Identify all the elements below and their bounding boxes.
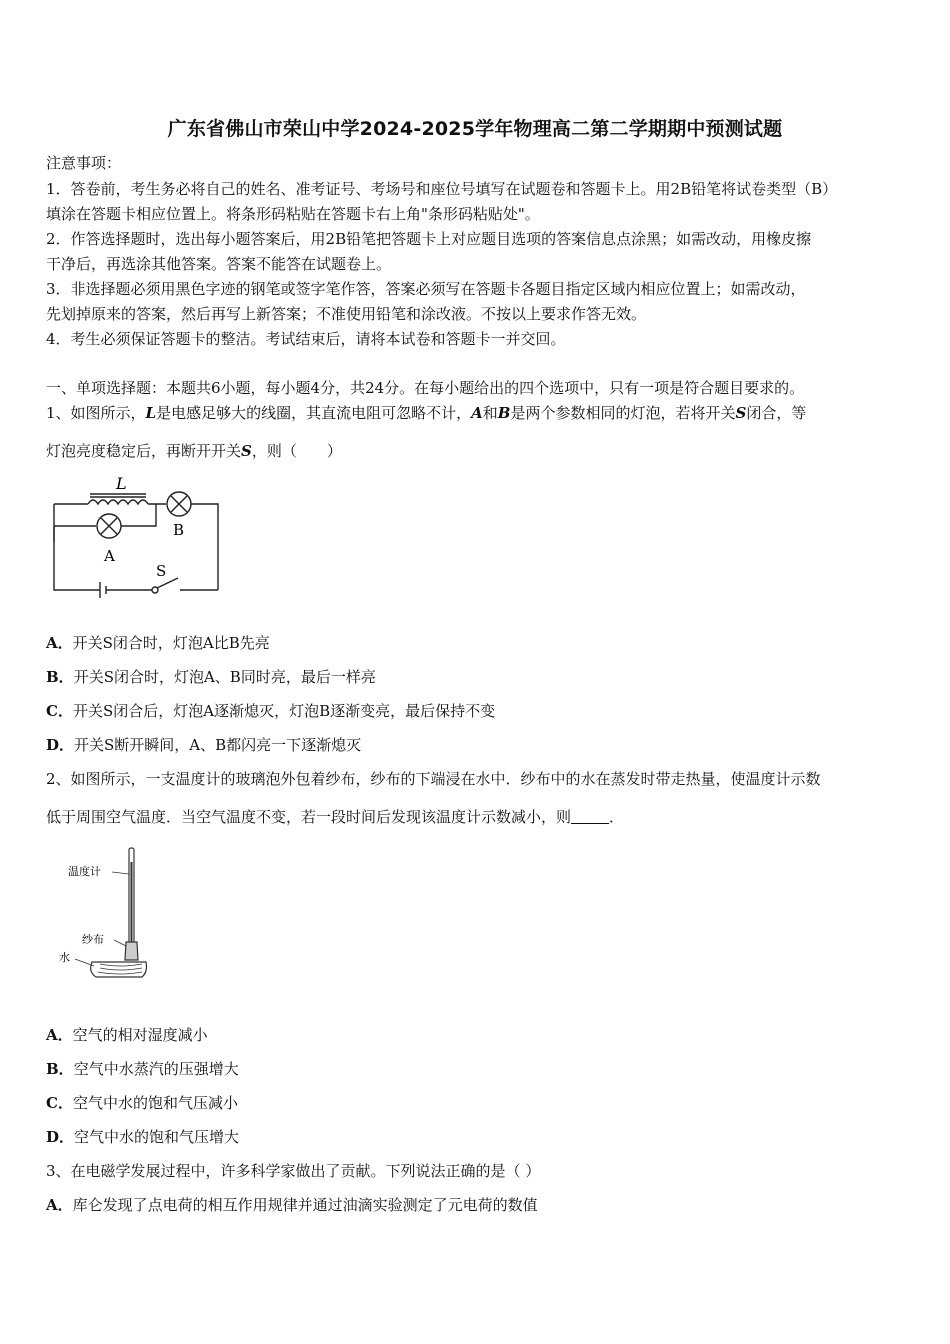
q1-stem-line2: 灯泡亮度稳定后，再断开开关S，则（ ）	[46, 442, 342, 460]
notice-heading: 注意事项：	[46, 154, 122, 172]
q1-option-a: A．开关S闭合时，灯泡A比B先亮	[46, 634, 270, 652]
section-heading: 一、单项选择题：本题共6小题，每小题4分，共24分。在每小题给出的四个选项中，只有一项是符合题目要求的。	[46, 379, 805, 397]
q1-option-b: B．开关S闭合时，灯泡A、B同时亮，最后一样亮	[46, 668, 376, 686]
q2-option-b: B．空气中水蒸汽的压强增大	[46, 1060, 239, 1078]
label-A: A	[104, 547, 115, 565]
q1-option-c: C．开关S闭合后，灯泡A逐渐熄灭，灯泡B逐渐变亮，最后保持不变	[46, 702, 496, 720]
q2-stem-line2: 低于周围空气温度．当空气温度不变，若一段时间后发现该温度计示数减小，则 ．	[46, 808, 625, 826]
label-water: 水	[59, 951, 70, 964]
notice-line: 2．作答选择题时，选出每小题答案后，用2B铅笔把答题卡上对应题目选项的答案信息点涂黑；如需改动，用橡皮擦	[46, 230, 812, 248]
label-gauze: 纱布	[82, 933, 104, 946]
q3-stem: 3、在电磁学发展过程中，许多科学家做出了贡献。下列说法正确的是（ ）	[46, 1162, 541, 1180]
label-L: L	[116, 474, 127, 493]
notice-line: 填涂在答题卡相应位置上。将条形码粘贴在答题卡右上角"条形码粘贴处"。	[46, 205, 540, 223]
notice-line: 4．考生必须保证答题卡的整洁。考试结束后，请将本试卷和答题卡一并交回。	[46, 330, 566, 348]
thermometer-diagram	[56, 842, 166, 982]
label-thermometer: 温度计	[68, 865, 101, 878]
page-title: 广东省佛山市荣山中学2024-2025学年物理高二第二学期期中预测试题	[167, 118, 783, 140]
notice-line: 3．非选择题必须用黑色字迹的钢笔或签字笔作答，答案必须写在答题卡各题目指定区域内相应位置上；如需改动，	[46, 280, 806, 298]
q2-option-c: C．空气中水的饱和气压减小	[46, 1094, 238, 1112]
label-S: S	[156, 562, 167, 580]
answer-blank	[571, 809, 609, 824]
q2-stem-line1: 2、如图所示，一支温度计的玻璃泡外包着纱布，纱布的下端浸在水中．纱布中的水在蒸发时带走热量，使温度计示数	[46, 770, 821, 788]
q2-option-d: D．空气中水的饱和气压增大	[46, 1128, 240, 1146]
q1-stem-line1: 1、如图所示，L是电感足够大的线圈，其直流电阻可忽略不计，A和B是两个参数相同的灯泡，若将开关S闭合，等	[46, 404, 807, 422]
q3-option-a: A．库仑发现了点电荷的相互作用规律并通过油滴实验测定了元电荷的数值	[46, 1196, 538, 1214]
circuit-diagram	[46, 472, 226, 602]
q2-option-a: A．空气的相对湿度减小	[46, 1026, 208, 1044]
q1-option-d: D．开关S断开瞬间，A、B都闪亮一下逐渐熄灭	[46, 736, 362, 754]
notice-line: 1．答卷前，考生务必将自己的姓名、准考证号、考场号和座位号填写在试题卷和答题卡上。用2B铅笔将试卷类型（B）	[46, 180, 838, 198]
label-B: B	[173, 521, 185, 539]
notice-line: 干净后，再选涂其他答案。答案不能答在试题卷上。	[46, 255, 392, 273]
notice-line: 先划掉原来的答案，然后再写上新答案；不准使用铅笔和涂改液。不按以上要求作答无效。	[46, 305, 647, 323]
